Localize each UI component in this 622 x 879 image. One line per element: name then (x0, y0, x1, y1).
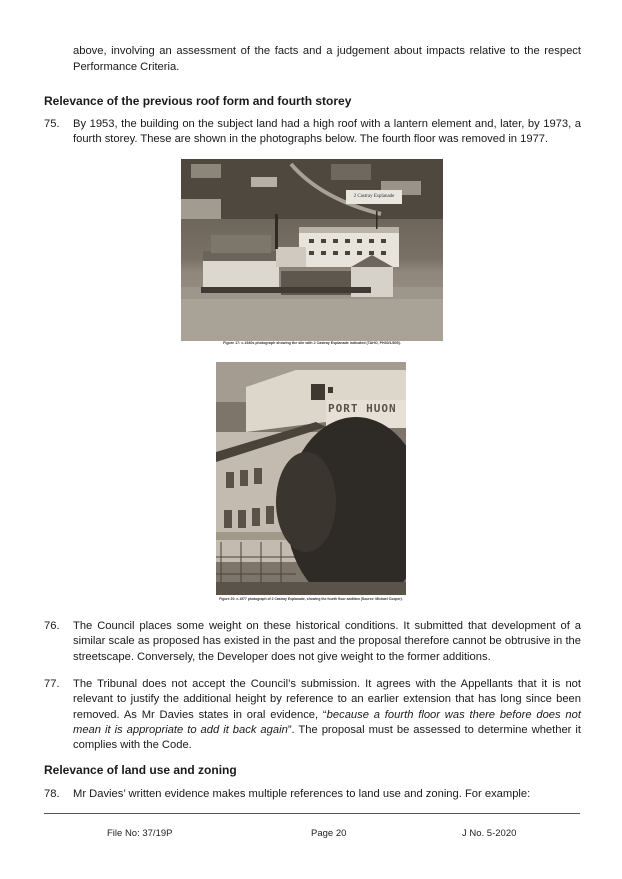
figure-17-aerial-photo (181, 159, 443, 341)
footer-divider (44, 813, 580, 814)
figure-20-caption: Figure 20: c.1977 photograph of 2 Castray Esplanade, showing the fourth floor addition (Source: Michael Cooper). (219, 597, 403, 601)
section-heading-land-use: Relevance of land use and zoning (44, 763, 237, 777)
paragraph-text: Mr Davies’ written evidence makes multiple references to land use and zoning. For example: (73, 788, 531, 800)
footer-file-number: File No: 37/19P (107, 828, 173, 839)
section-heading-roof-form: Relevance of the previous roof form and fourth storey (44, 94, 352, 108)
quoted-evidence: because a fourth floor was there before does not mean it is appropriate to add it back again (73, 708, 581, 736)
aerial-photo-illustration (181, 159, 443, 341)
paragraph-78 (44, 787, 581, 802)
paragraph-76 (44, 619, 581, 665)
paragraph-77 (44, 677, 581, 753)
footer-judgment-number: J No. 5-2020 (462, 828, 517, 839)
paragraph-text-before-quote: The Tribunal does not accept the Council’s submission. It agrees with the Appellants that it is not relevant to justify the additional height by reference to an earlier extension that has long since been removed. As Mr Davies states in oral evidence, “ (73, 678, 581, 721)
paragraph-number: 77. (44, 678, 60, 690)
paragraph-number: 75. (44, 118, 60, 130)
paragraph-text (73, 677, 581, 753)
paragraph-text: The Council places some weight on these historical conditions. It submitted that development of a similar scale as proposed has existed in the past and the proposal therefore cannot be obtrusive in the streetscape. Conversely, the Developer does not give weight to the former additions. (73, 620, 581, 663)
figure-17-caption: Figure 17: c.1940s photograph showing the site with 2 Castray Esplanade indicated (TAHO, PH30/1/805). (223, 341, 401, 345)
street-photo-illustration (216, 362, 406, 595)
footer-page-number: Page 20 (311, 828, 347, 839)
paragraph-text-after-quote: ”. The proposal must be assessed to determine whether it complies with the Code. (73, 723, 581, 752)
paragraph-75 (44, 117, 581, 148)
continuation-paragraph: above, involving an assessment of the facts and a judgement about impacts relative to the respect Performance Criteria. (73, 45, 581, 73)
paragraph-text: By 1953, the building on the subject land had a high roof with a lantern element and, later, by 1973, a fourth storey. These are shown in the photographs below. The fourth floor was removed in 1977. (73, 118, 581, 146)
photo-sign-port-huon: PORT HUON (328, 402, 397, 415)
paragraph-number: 76. (44, 620, 60, 632)
figure-20-street-photo (216, 362, 406, 595)
paragraph-number: 78. (44, 788, 60, 800)
photo-label-castray-esplanade: 2 Castray Esplanade (353, 194, 395, 199)
